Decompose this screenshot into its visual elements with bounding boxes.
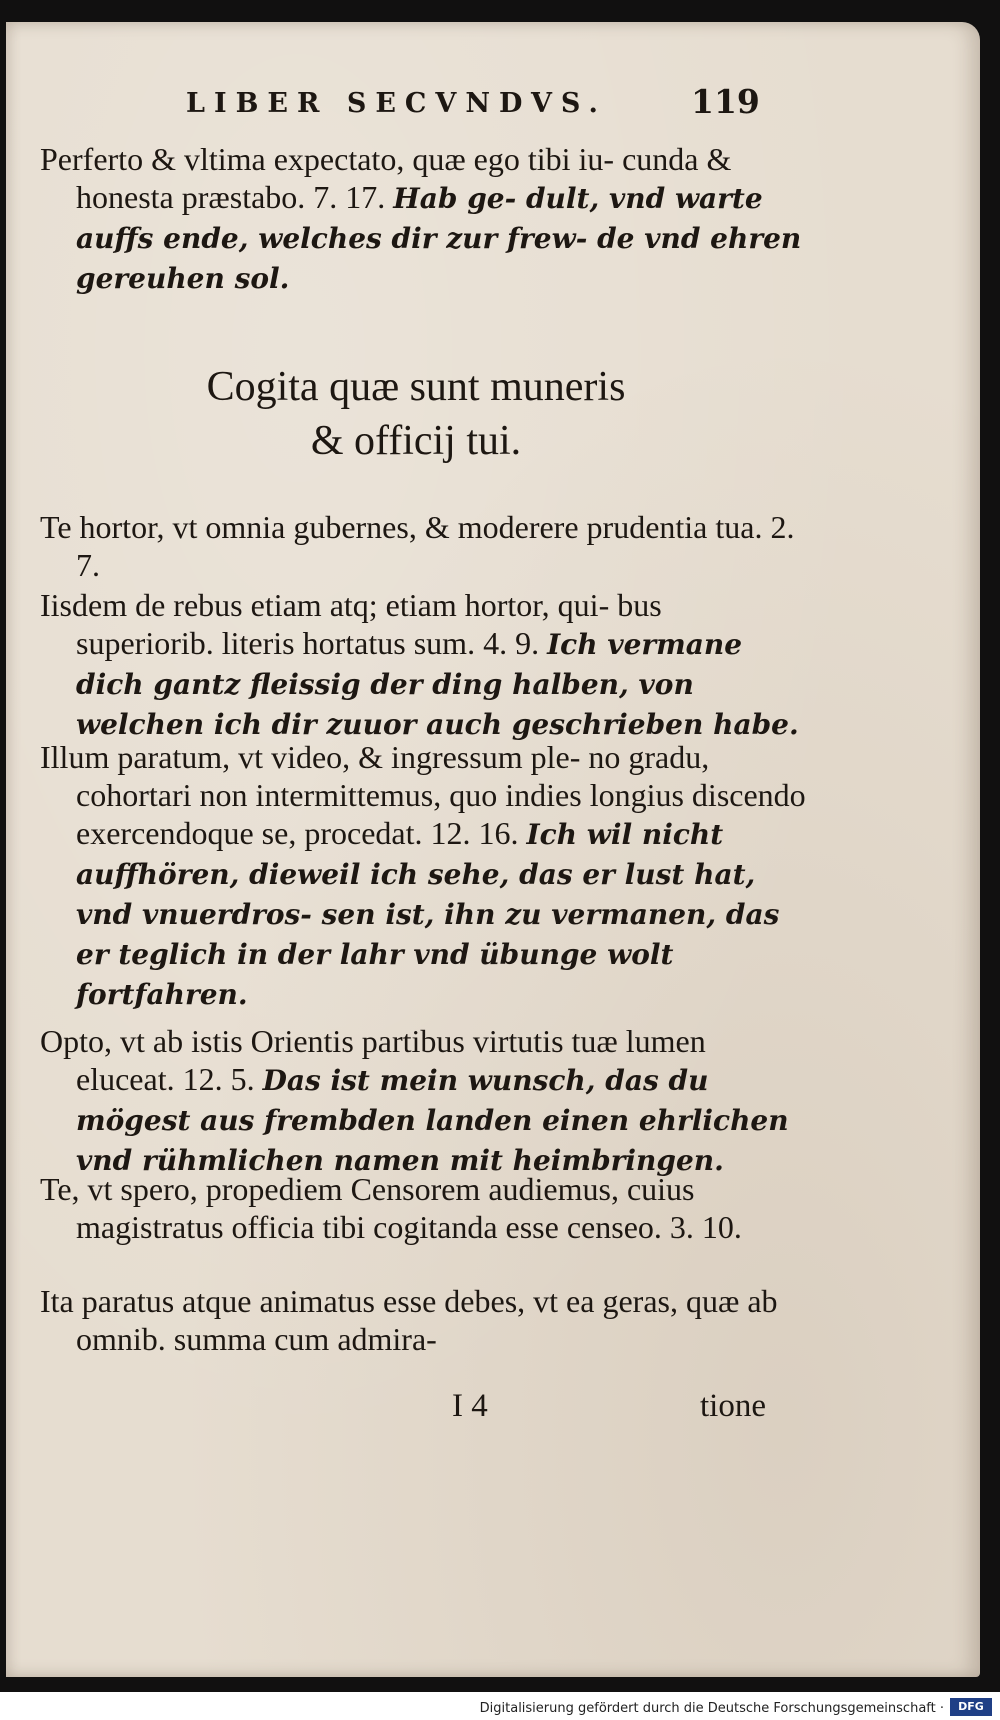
heading-line-2: & officij tui.: [310, 418, 522, 464]
entry-4: [40, 1022, 806, 1180]
footer-bar: [0, 1692, 1000, 1720]
latin-text: Iisdem de rebus etiam atq; etiam hortor, qui- bus superiorib. literis hortatus sum. 4. 9.: [40, 587, 662, 661]
heading-line-1: Cogita quæ sunt muneris: [206, 364, 626, 410]
entry-2: [40, 586, 806, 744]
latin-text: Te hortor, vt omnia gubernes, & moderere prudentia tua. 2. 7.: [40, 509, 795, 583]
book-page: [6, 22, 980, 1677]
latin-text: Te, vt spero, propediem Censorem audiemus, cuius magistratus officia tibi cogitanda esse censeo. 3. 10.: [40, 1171, 742, 1245]
latin-text: Perferto & vltima expectato, quæ ego tibi iu- cunda & honesta præstabo. 7. 17.: [40, 141, 732, 215]
german-text: Hab ge- dult, vnd warte auffs ende, welches dir zur frew- de vnd ehren gereuhen sol.: [76, 182, 802, 295]
german-text: Das ist mein wunsch, das du mögest aus frembden landen einen ehrlichen vnd rühmlichen namen mit heimbringen.: [76, 1064, 789, 1177]
latin-text: Ita paratus atque animatus esse debes, vt ea geras, quæ ab omnib. summa cum admira-: [40, 1283, 778, 1357]
signature-mark: I 4: [452, 1388, 488, 1424]
dfg-logo-icon: DFG: [950, 1698, 992, 1716]
entry-3: [40, 738, 806, 1014]
running-head: LIBER SECVNDVS.: [186, 88, 607, 119]
page-number: 119: [691, 82, 760, 121]
german-text: Ich wil nicht auffhören, dieweil ich sehe, das er lust hat, vnd vnuerdros- sen ist, ihn zu vermanen, das er teglich in der lahr vnd übunge wolt fortfahren.: [76, 818, 780, 1011]
latin-text: Illum paratum, vt video, & ingressum ple- no gradu, cohortari non intermittemus, quo indies longius discendo exercendoque se, procedat. 12. 16.: [40, 739, 806, 851]
catchword: tione: [700, 1388, 766, 1424]
latin-text: Opto, vt ab istis Orientis partibus virtutis tuæ lumen eluceat. 12. 5.: [40, 1023, 706, 1097]
entry-6: [40, 1282, 806, 1358]
paragraph-opening: [40, 140, 806, 298]
entry-1: [40, 508, 806, 584]
section-heading: [96, 360, 736, 468]
entry-5: [40, 1170, 806, 1246]
german-text: Ich vermane dich gantz fleissig der ding halben, von welchen ich dir zuuor auch geschrieben habe.: [76, 628, 799, 741]
footer-credit: Digitalisierung gefördert durch die Deutsche Forschungsgemeinschaft ·: [479, 1701, 944, 1716]
